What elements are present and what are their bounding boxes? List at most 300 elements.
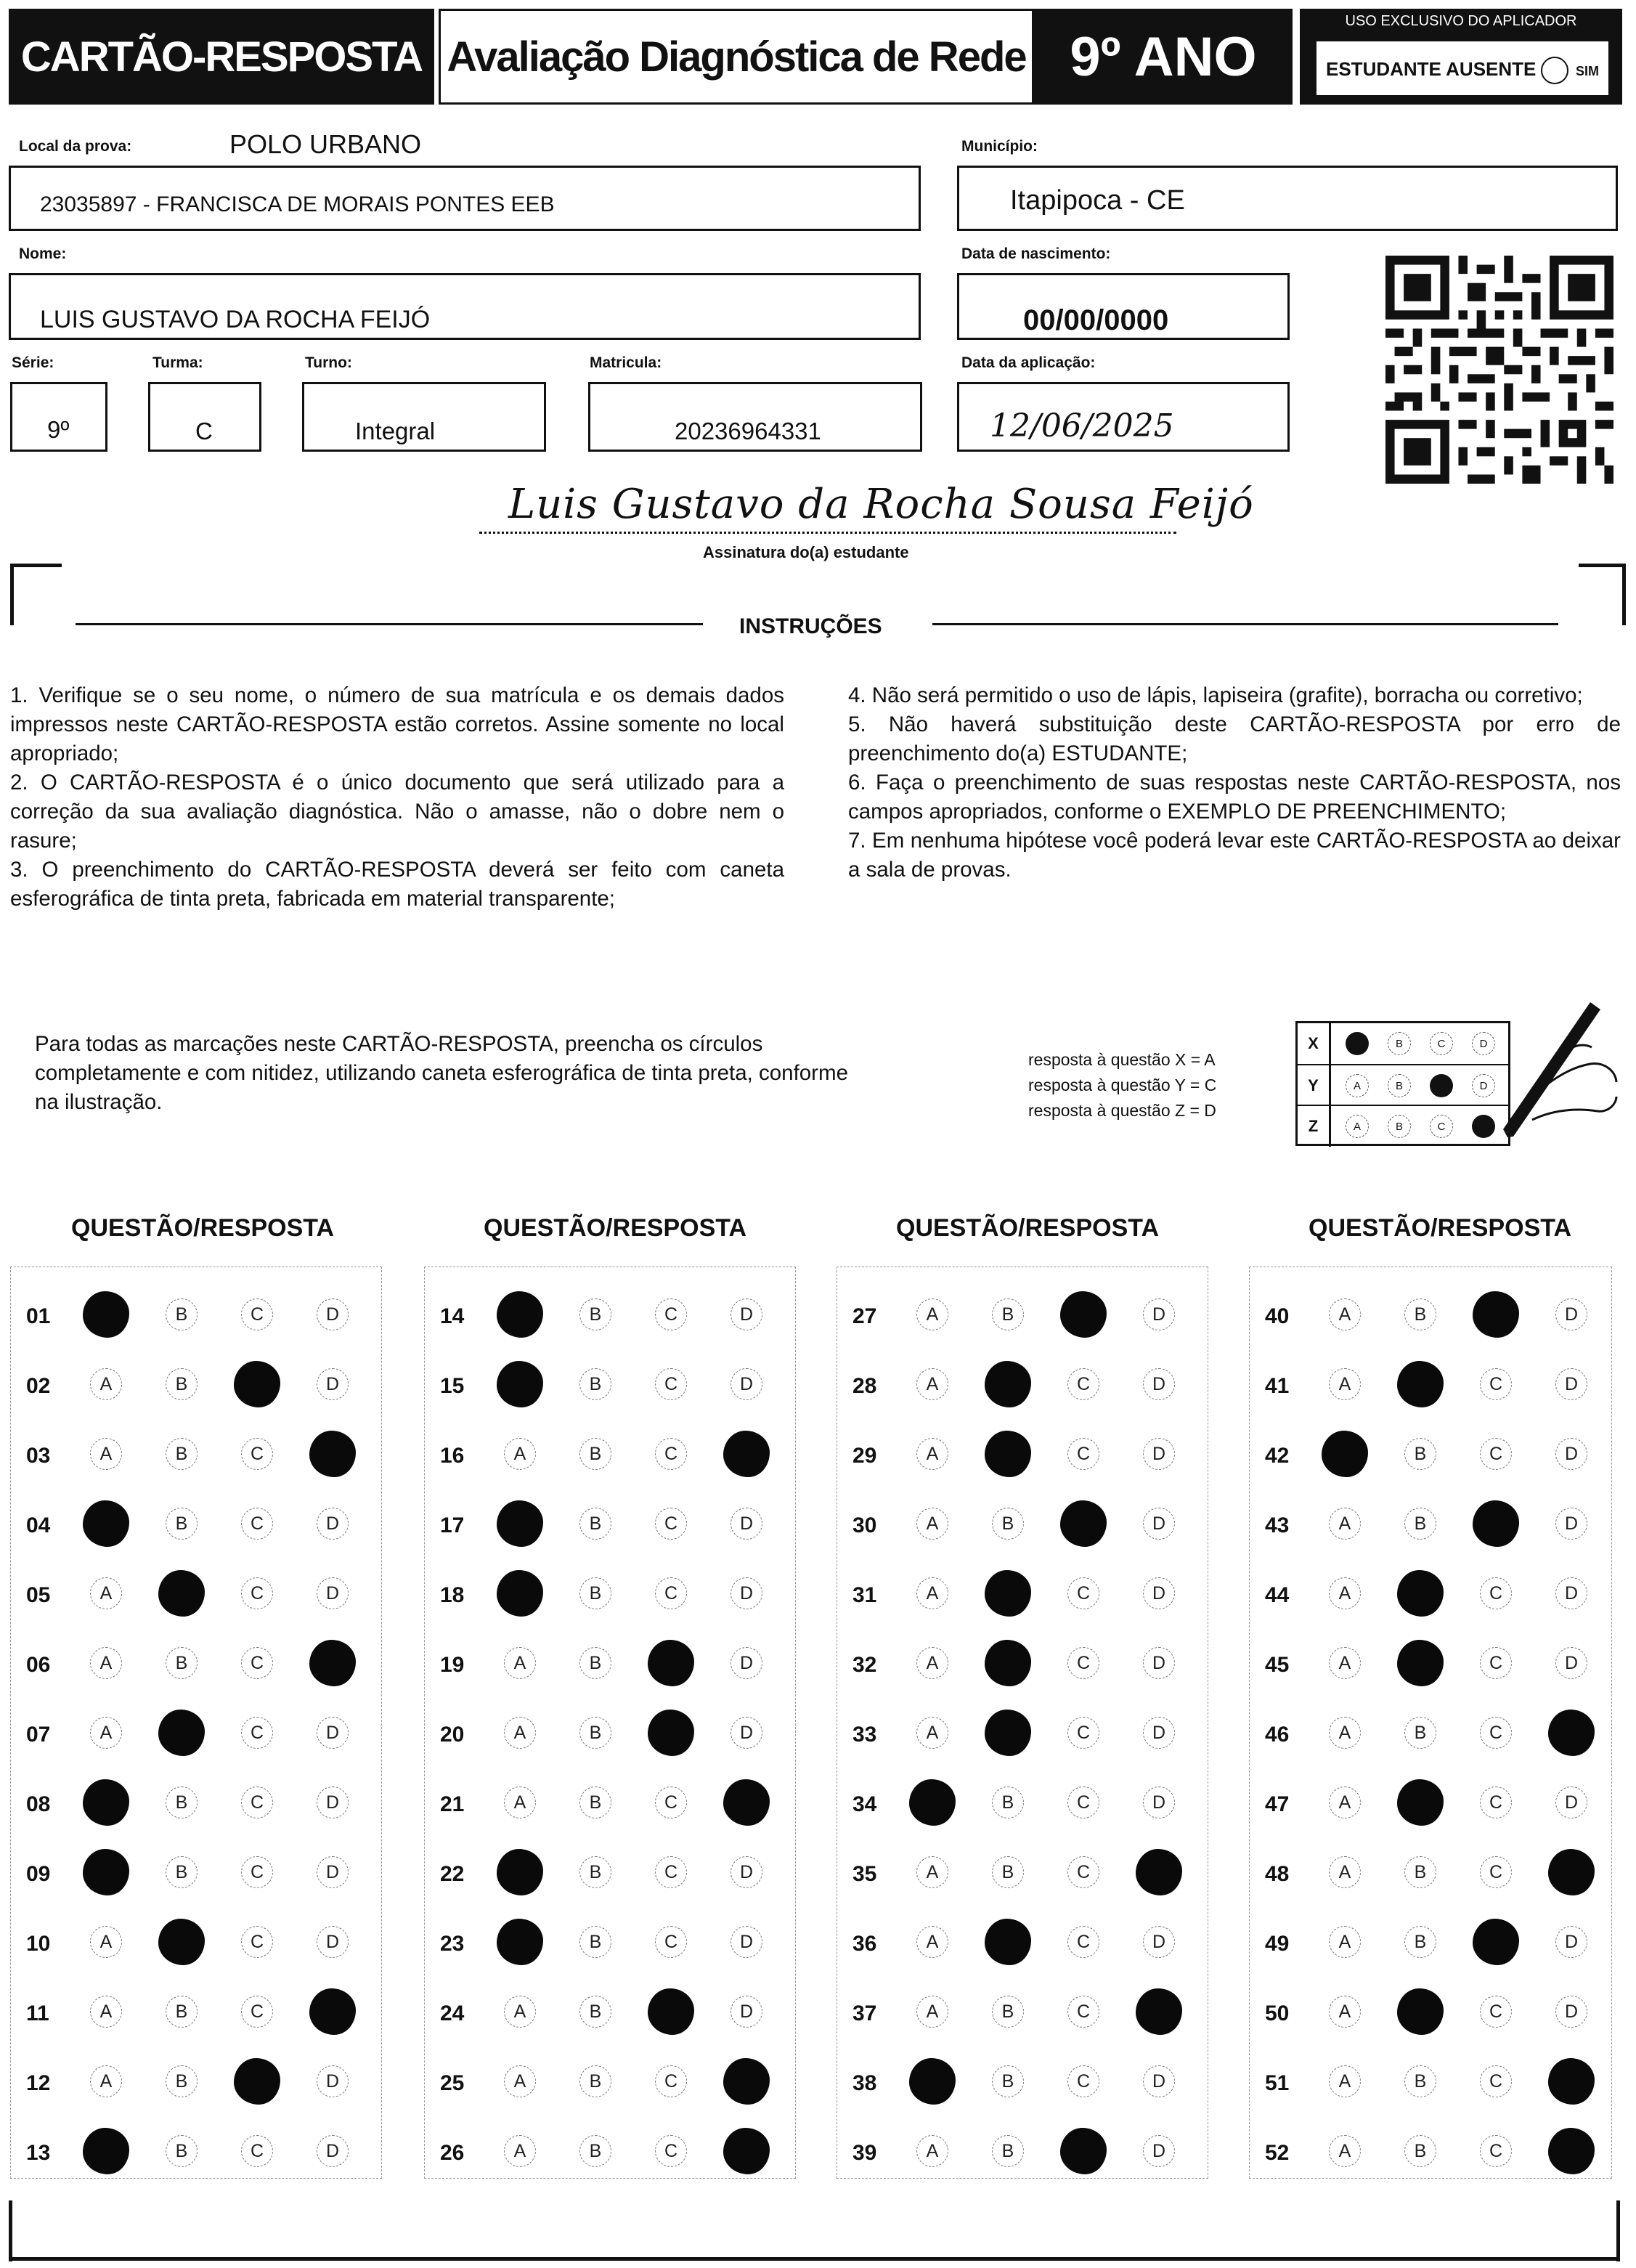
answer-row (424, 1572, 787, 1615)
answer-bubble-a[interactable]: A (1329, 1508, 1361, 1540)
answer-column-title: QUESTÃO/RESPOSTA (484, 1214, 747, 1242)
answer-bubble-c-filled[interactable] (648, 1988, 694, 2035)
answer-row (837, 1432, 1200, 1476)
answer-bubble-d[interactable]: D (1143, 2065, 1175, 2097)
answer-bubble-c[interactable]: C (241, 1787, 273, 1818)
answer-bubble-d[interactable]: D (317, 2065, 349, 2097)
answer-bubble-b[interactable]: B (579, 1996, 611, 2028)
answer-bubble-b[interactable]: B (1404, 1717, 1436, 1749)
answer-bubble-c[interactable]: C (1480, 1577, 1512, 1609)
answer-bubble-c[interactable]: C (241, 1856, 273, 1888)
answer-bubble-c[interactable]: C (1480, 1856, 1512, 1888)
question-number: 03 (26, 1444, 51, 1468)
answer-bubble-c-filled[interactable] (648, 1710, 694, 1756)
answer-bubble-d[interactable]: D (1143, 2135, 1175, 2167)
answer-bubble-b-filled[interactable] (985, 1570, 1031, 1617)
question-number: 16 (440, 1444, 465, 1468)
answer-bubble-d-filled[interactable] (723, 2058, 770, 2105)
example-row (1298, 1064, 1508, 1106)
answer-bubble-d[interactable]: D (1555, 1926, 1587, 1958)
answer-bubble-d-filled[interactable] (723, 1779, 770, 1826)
question-number: 28 (852, 1374, 877, 1398)
answer-bubble-c-filled[interactable] (1473, 1500, 1519, 1547)
example-legend-y: resposta à questão Y = C (1028, 1076, 1217, 1094)
answer-bubble-d-filled[interactable] (723, 2128, 770, 2174)
answer-bubble-a[interactable]: A (90, 1368, 122, 1400)
answer-bubble-b-filled[interactable] (985, 1710, 1031, 1756)
answer-bubble-d[interactable]: D (317, 2135, 349, 2167)
turma-value: C (195, 418, 213, 444)
answer-bubble-c[interactable]: C (241, 1438, 273, 1470)
answer-bubble-b-filled[interactable] (1397, 1640, 1444, 1686)
answer-bubble-b[interactable]: B (992, 2135, 1024, 2167)
answer-bubble-c[interactable]: C (241, 1926, 273, 1958)
answer-row (1249, 1920, 1612, 1964)
question-number: 39 (852, 2141, 877, 2165)
answer-row (10, 1711, 373, 1755)
question-number: 21 (440, 1792, 465, 1816)
answer-bubble-d[interactable]: D (317, 1717, 349, 1749)
turno-field (302, 382, 546, 452)
example-bubble-c: C (1430, 1032, 1453, 1055)
example-bubble-b: B (1388, 1074, 1411, 1097)
answer-bubble-c-filled[interactable] (234, 1361, 280, 1407)
answer-bubble-a-filled[interactable] (909, 2058, 956, 2105)
answer-bubble-c[interactable]: C (655, 1787, 687, 1818)
answer-bubble-a[interactable]: A (1329, 1717, 1361, 1749)
answer-bubble-b[interactable]: B (166, 1787, 198, 1818)
signature-label: Assinatura do(a) estudante (703, 543, 909, 561)
answer-bubble-d[interactable]: D (1555, 1996, 1587, 2028)
answer-bubble-a[interactable]: A (916, 1508, 948, 1540)
answer-bubble-d-filled[interactable] (1136, 1849, 1182, 1895)
answer-bubble-b[interactable]: B (166, 1298, 198, 1330)
answer-bubble-b[interactable]: B (992, 1508, 1024, 1540)
answer-bubble-b[interactable]: B (579, 1787, 611, 1818)
answer-bubble-b[interactable]: B (579, 1438, 611, 1470)
answer-bubble-b[interactable]: B (166, 1368, 198, 1400)
answer-bubble-d[interactable]: D (317, 1577, 349, 1609)
answer-bubble-d[interactable]: D (1555, 1647, 1587, 1679)
answer-bubble-a-filled[interactable] (497, 1361, 543, 1407)
answer-row (837, 1920, 1200, 1964)
answer-bubble-d-filled[interactable] (1548, 2128, 1595, 2174)
answer-bubble-b[interactable]: B (579, 1647, 611, 1679)
answer-bubble-b[interactable]: B (166, 2065, 198, 2097)
answer-bubble-a[interactable]: A (916, 2135, 948, 2167)
answer-row (837, 1502, 1200, 1545)
fill-note: Para todas as marcações neste CARTÃO-RESPOSTA, preencha os círculos completamente e com nitidez, utilizando caneta esferográfica de tinta preta, conforme na ilustração. (35, 1032, 848, 1114)
answer-bubble-d[interactable]: D (317, 1298, 349, 1330)
answer-bubble-d[interactable]: D (1143, 1298, 1175, 1330)
answer-bubble-a[interactable]: A (916, 1856, 948, 1888)
answer-bubble-a-filled[interactable] (497, 1500, 543, 1547)
question-number: 29 (852, 1444, 877, 1468)
answer-bubble-d-filled[interactable] (309, 1988, 356, 2035)
answer-bubble-b[interactable]: B (1404, 2065, 1436, 2097)
question-number: 35 (852, 1862, 877, 1886)
answer-column-title: QUESTÃO/RESPOSTA (1309, 1214, 1572, 1242)
answer-bubble-b[interactable]: B (579, 1717, 611, 1749)
answer-bubble-a-filled[interactable] (83, 1500, 129, 1547)
example-bubble-a: A (1346, 1074, 1369, 1097)
answer-bubble-d[interactable]: D (1555, 1298, 1587, 1330)
answer-row (1249, 1990, 1612, 2033)
answer-bubble-a[interactable]: A (1329, 2135, 1361, 2167)
answer-bubble-a[interactable]: A (90, 1577, 122, 1609)
answer-bubble-b[interactable]: B (579, 1368, 611, 1400)
answer-bubble-d[interactable]: D (730, 1508, 762, 1540)
answer-row (424, 1502, 787, 1545)
answer-bubble-d[interactable]: D (1143, 1926, 1175, 1958)
answer-bubble-c[interactable]: C (1480, 2065, 1512, 2097)
question-number: 43 (1265, 1513, 1290, 1537)
answer-bubble-c[interactable]: C (1067, 1577, 1099, 1609)
answer-bubble-a-filled[interactable] (83, 1849, 129, 1895)
answer-bubble-b[interactable]: B (992, 1996, 1024, 2028)
answer-bubble-b[interactable]: B (579, 2065, 611, 2097)
answer-bubble-d[interactable]: D (317, 1508, 349, 1540)
answer-bubble-c[interactable]: C (655, 2135, 687, 2167)
answer-bubble-c[interactable]: C (1067, 1717, 1099, 1749)
answer-bubble-b[interactable]: B (166, 2135, 198, 2167)
answer-bubble-b[interactable]: B (166, 1508, 198, 1540)
answer-bubble-c[interactable]: C (1067, 1996, 1099, 2028)
grade-title: 9º ANO (1034, 9, 1293, 105)
answer-bubble-a[interactable]: A (90, 1438, 122, 1470)
answer-bubble-c[interactable]: C (655, 1577, 687, 1609)
answer-bubble-a-filled[interactable] (1322, 1431, 1368, 1477)
instructions-title: INSTRUÇÕES (739, 614, 882, 638)
turno-label: Turno: (305, 354, 352, 371)
answer-bubble-c[interactable]: C (1480, 2135, 1512, 2167)
answer-bubble-a[interactable]: A (90, 1996, 122, 2028)
answer-bubble-a[interactable]: A (504, 1647, 536, 1679)
answer-bubble-d[interactable]: D (1143, 1577, 1175, 1609)
answer-bubble-c[interactable]: C (241, 1577, 273, 1609)
answer-bubble-c[interactable]: C (1067, 1787, 1099, 1818)
instruction-7: 7. Em nenhuma hipótese você poderá levar este CARTÃO-RESPOSTA ao deixar a sala de provas. (848, 829, 1621, 882)
answer-bubble-b[interactable]: B (1404, 2135, 1436, 2167)
answer-bubble-b[interactable]: B (1404, 1926, 1436, 1958)
question-number: 14 (440, 1304, 465, 1328)
answer-bubble-a-filled[interactable] (83, 1291, 129, 1338)
answer-bubble-a[interactable]: A (916, 1717, 948, 1749)
answer-bubble-b[interactable]: B (992, 1787, 1024, 1818)
answer-bubble-a[interactable]: A (504, 1996, 536, 2028)
answer-bubble-c-filled[interactable] (1473, 1919, 1519, 1965)
answer-bubble-a-filled[interactable] (83, 2128, 129, 2174)
absent-option: SIM (1576, 64, 1600, 78)
answer-bubble-a[interactable]: A (916, 1996, 948, 2028)
local-value: POLO URBANO (229, 129, 422, 159)
answer-bubble-c[interactable]: C (241, 1717, 273, 1749)
answer-bubble-a[interactable]: A (916, 1647, 948, 1679)
answer-bubble-d[interactable]: D (730, 1577, 762, 1609)
answer-bubble-c-filled[interactable] (1060, 1291, 1107, 1338)
question-number: 10 (26, 1932, 51, 1956)
answer-bubble-b[interactable]: B (1404, 1508, 1436, 1540)
answer-bubble-c-filled[interactable] (1060, 2128, 1107, 2174)
answer-row (837, 1293, 1200, 1336)
answer-bubble-b-filled[interactable] (158, 1570, 205, 1617)
answer-bubble-a[interactable]: A (504, 1717, 536, 1749)
answer-bubble-c[interactable]: C (1067, 1926, 1099, 1958)
question-number: 51 (1265, 2071, 1290, 2095)
answer-bubble-c[interactable]: C (1480, 1717, 1512, 1749)
answer-bubble-b[interactable]: B (166, 1996, 198, 2028)
answer-bubble-a[interactable]: A (504, 1438, 536, 1470)
answer-bubble-a-filled[interactable] (909, 1779, 956, 1826)
answer-row (10, 1850, 373, 1894)
answer-bubble-b-filled[interactable] (158, 1710, 205, 1756)
answer-bubble-d-filled[interactable] (723, 1431, 770, 1477)
answer-bubble-a-filled[interactable] (497, 1849, 543, 1895)
example-row (1298, 1105, 1508, 1147)
answer-bubble-d[interactable]: D (730, 1856, 762, 1888)
answer-bubble-b[interactable]: B (992, 1856, 1024, 1888)
answer-row (1249, 1432, 1612, 1476)
answer-bubble-b[interactable]: B (579, 1577, 611, 1609)
answer-bubble-a[interactable]: A (1329, 1298, 1361, 1330)
answer-bubble-d-filled[interactable] (1548, 1710, 1595, 1756)
answer-bubble-b-filled[interactable] (1397, 1361, 1444, 1407)
answer-bubble-d[interactable]: D (1555, 1787, 1587, 1818)
answer-bubble-a[interactable]: A (1329, 1856, 1361, 1888)
serie-field (10, 382, 107, 452)
answer-bubble-b[interactable]: B (579, 1926, 611, 1958)
answer-row (1249, 1293, 1612, 1336)
answer-row (10, 1920, 373, 1964)
turma-field (148, 382, 261, 452)
answer-bubble-c[interactable]: C (655, 1438, 687, 1470)
example-bubble-a (1346, 1032, 1369, 1055)
answer-bubble-d[interactable]: D (730, 1996, 762, 2028)
answer-row (10, 1641, 373, 1685)
question-number: 19 (440, 1653, 465, 1677)
answer-bubble-a[interactable]: A (916, 1926, 948, 1958)
answer-row (10, 1781, 373, 1824)
answer-bubble-d[interactable]: D (730, 1647, 762, 1679)
answer-bubble-d[interactable]: D (1143, 1717, 1175, 1749)
answer-row (1249, 2060, 1612, 2103)
answer-bubble-d-filled[interactable] (1548, 2058, 1595, 2105)
turma-label: Turma: (152, 354, 203, 371)
question-number: 40 (1265, 1304, 1290, 1328)
answer-bubble-d[interactable]: D (1555, 1438, 1587, 1470)
example-row (1298, 1023, 1508, 1064)
question-number: 44 (1265, 1583, 1290, 1607)
answer-bubble-b[interactable]: B (166, 1856, 198, 1888)
example-legend-z: resposta à questão Z = D (1028, 1101, 1216, 1120)
answer-bubble-c[interactable]: C (1067, 2065, 1099, 2097)
answer-bubble-c[interactable]: C (1480, 1368, 1512, 1400)
question-number: 18 (440, 1583, 465, 1607)
answer-bubble-d-filled[interactable] (309, 1640, 356, 1686)
answer-bubble-b[interactable]: B (992, 2065, 1024, 2097)
question-number: 33 (852, 1723, 877, 1747)
answer-bubble-a-filled[interactable] (497, 1291, 543, 1338)
answer-bubble-b[interactable]: B (1404, 1298, 1436, 1330)
frame-corner-tl (10, 564, 62, 625)
card-title: CARTÃO-RESPOSTA (9, 9, 434, 105)
answer-bubble-a[interactable]: A (90, 1647, 122, 1679)
answer-row (424, 1362, 787, 1406)
answer-bubble-c[interactable]: C (655, 1856, 687, 1888)
answer-row (1249, 1781, 1612, 1824)
answer-bubble-b-filled[interactable] (1397, 1988, 1444, 2035)
municipio-label: Município: (961, 138, 1038, 155)
question-number: 32 (852, 1653, 877, 1677)
answer-bubble-a[interactable]: A (90, 2065, 122, 2097)
answer-bubble-a[interactable]: A (504, 1787, 536, 1818)
answer-bubble-a[interactable]: A (1329, 1647, 1361, 1679)
answer-row (1249, 1502, 1612, 1545)
answer-bubble-b-filled[interactable] (985, 1361, 1031, 1407)
answer-bubble-c-filled[interactable] (234, 2058, 280, 2105)
answer-bubble-c[interactable]: C (1067, 1368, 1099, 1400)
answer-bubble-c[interactable]: C (241, 1647, 273, 1679)
question-number: 49 (1265, 1932, 1290, 1956)
answer-bubble-c[interactable]: C (655, 1926, 687, 1958)
answer-bubble-d[interactable]: D (730, 1368, 762, 1400)
absent-checkbox[interactable] (1541, 57, 1568, 84)
nascimento-field (957, 273, 1290, 340)
answer-bubble-a[interactable]: A (916, 1438, 948, 1470)
nome-value: LUIS GUSTAVO DA ROCHA FEIJÓ (40, 306, 431, 333)
question-number: 45 (1265, 1653, 1290, 1677)
answer-bubble-c[interactable]: C (1480, 1996, 1512, 2028)
answer-row (424, 1781, 787, 1824)
answer-bubble-b[interactable]: B (1404, 1856, 1436, 1888)
answer-bubble-a[interactable]: A (504, 2065, 536, 2097)
answer-bubble-c[interactable]: C (655, 1298, 687, 1330)
question-number: 26 (440, 2141, 465, 2165)
answer-bubble-c[interactable]: C (1067, 1856, 1099, 1888)
answer-bubble-c[interactable]: C (655, 1368, 687, 1400)
answer-bubble-d[interactable]: D (317, 1787, 349, 1818)
answer-bubble-c[interactable]: C (241, 2135, 273, 2167)
answer-bubble-a[interactable]: A (1329, 1577, 1361, 1609)
answer-bubble-a[interactable]: A (1329, 1996, 1361, 2028)
answer-bubble-c[interactable]: C (1067, 1647, 1099, 1679)
answer-bubble-c[interactable]: C (655, 2065, 687, 2097)
question-number: 11 (26, 2001, 49, 2025)
aplicacao-value: 12/06/2025 (990, 407, 1174, 444)
answer-bubble-d[interactable]: D (1143, 1787, 1175, 1818)
answer-bubble-c-filled[interactable] (1473, 1291, 1519, 1338)
answer-bubble-b[interactable]: B (579, 1508, 611, 1540)
answer-bubble-b[interactable]: B (166, 1438, 198, 1470)
answer-bubble-a-filled[interactable] (497, 1570, 543, 1617)
answer-bubble-b-filled[interactable] (985, 1919, 1031, 1965)
answer-bubble-d[interactable]: D (317, 1926, 349, 1958)
answer-bubble-a[interactable]: A (1329, 1926, 1361, 1958)
instruction-6: 6. Faça o preenchimento de suas respostas neste CARTÃO-RESPOSTA, nos campos apropriados, conforme o EXEMPLO DE PREENCHIMENTO; (848, 771, 1621, 824)
answer-row (837, 1641, 1200, 1685)
answer-bubble-d[interactable]: D (730, 1298, 762, 1330)
answer-bubble-b-filled[interactable] (158, 1919, 205, 1965)
answer-bubble-d[interactable]: D (1143, 1438, 1175, 1470)
answer-bubble-c-filled[interactable] (648, 1640, 694, 1686)
answer-bubble-c[interactable]: C (241, 1996, 273, 2028)
answer-bubble-a[interactable]: A (504, 2135, 536, 2167)
answer-bubble-a[interactable]: A (916, 1368, 948, 1400)
answer-bubble-d-filled[interactable] (309, 1431, 356, 1477)
answer-bubble-c[interactable]: C (1480, 1787, 1512, 1818)
answer-bubble-c[interactable]: C (241, 1298, 273, 1330)
answer-bubble-b-filled[interactable] (1397, 1779, 1444, 1826)
answer-bubble-d-filled[interactable] (1548, 1849, 1595, 1895)
answer-bubble-b[interactable]: B (166, 1647, 198, 1679)
answer-bubble-d[interactable]: D (1555, 1577, 1587, 1609)
answer-bubble-a[interactable]: A (90, 1926, 122, 1958)
answer-bubble-a[interactable]: A (916, 1577, 948, 1609)
answer-bubble-a[interactable]: A (1329, 1368, 1361, 1400)
answer-bubble-d[interactable]: D (317, 1368, 349, 1400)
answer-bubble-d[interactable]: D (1143, 1368, 1175, 1400)
answer-row (1249, 1850, 1612, 1894)
answer-bubble-c[interactable]: C (1067, 1438, 1099, 1470)
answer-bubble-b-filled[interactable] (985, 1640, 1031, 1686)
answer-bubble-d-filled[interactable] (1136, 1988, 1182, 2035)
answer-bubble-a[interactable]: A (90, 1717, 122, 1749)
answer-bubble-c[interactable]: C (241, 1508, 273, 1540)
answer-bubble-b-filled[interactable] (1397, 1570, 1444, 1617)
school-field (9, 166, 921, 231)
answer-bubble-c-filled[interactable] (1060, 1500, 1107, 1547)
answer-bubble-d[interactable]: D (1143, 1508, 1175, 1540)
frame-right-bottom (1616, 2200, 1620, 2261)
answer-bubble-a-filled[interactable] (497, 1919, 543, 1965)
pen-hand-icon (1481, 995, 1619, 1140)
aplicacao-field (957, 382, 1290, 452)
answer-bubble-b-filled[interactable] (985, 1431, 1031, 1477)
answer-bubble-a[interactable]: A (916, 1298, 948, 1330)
answer-bubble-d[interactable]: D (1555, 1508, 1587, 1540)
answer-bubble-a[interactable]: A (1329, 1787, 1361, 1818)
answer-bubble-b[interactable]: B (992, 1298, 1024, 1330)
answer-bubble-d[interactable]: D (1143, 1647, 1175, 1679)
answer-bubble-d[interactable]: D (317, 1856, 349, 1888)
answer-bubble-b[interactable]: B (1404, 1438, 1436, 1470)
answer-bubble-a[interactable]: A (1329, 2065, 1361, 2097)
example-bubble-d: D (1472, 1074, 1495, 1097)
qr-code (1385, 256, 1613, 484)
question-number: 50 (1265, 2001, 1290, 2025)
answer-bubble-c[interactable]: C (1480, 1438, 1512, 1470)
question-number: 20 (440, 1723, 465, 1747)
school-value: 23035897 - FRANCISCA DE MORAIS PONTES EEB (40, 192, 555, 216)
question-number: 13 (26, 2141, 51, 2165)
answer-row (10, 2060, 373, 2103)
question-number: 46 (1265, 1723, 1290, 1747)
answer-row (1249, 2129, 1612, 2173)
answer-bubble-b[interactable]: B (579, 1298, 611, 1330)
answer-row (837, 1362, 1200, 1406)
question-number: 17 (440, 1513, 465, 1537)
answer-bubble-c[interactable]: C (655, 1508, 687, 1540)
answer-bubble-b[interactable]: B (579, 2135, 611, 2167)
answer-bubble-c[interactable]: C (1480, 1647, 1512, 1679)
question-number: 05 (26, 1583, 51, 1607)
answer-bubble-d[interactable]: D (730, 1717, 762, 1749)
answer-bubble-d[interactable]: D (730, 1926, 762, 1958)
answer-bubble-a-filled[interactable] (83, 1779, 129, 1826)
answer-bubble-d[interactable]: D (1555, 1368, 1587, 1400)
answer-row (10, 1990, 373, 2033)
answer-bubble-b[interactable]: B (579, 1856, 611, 1888)
